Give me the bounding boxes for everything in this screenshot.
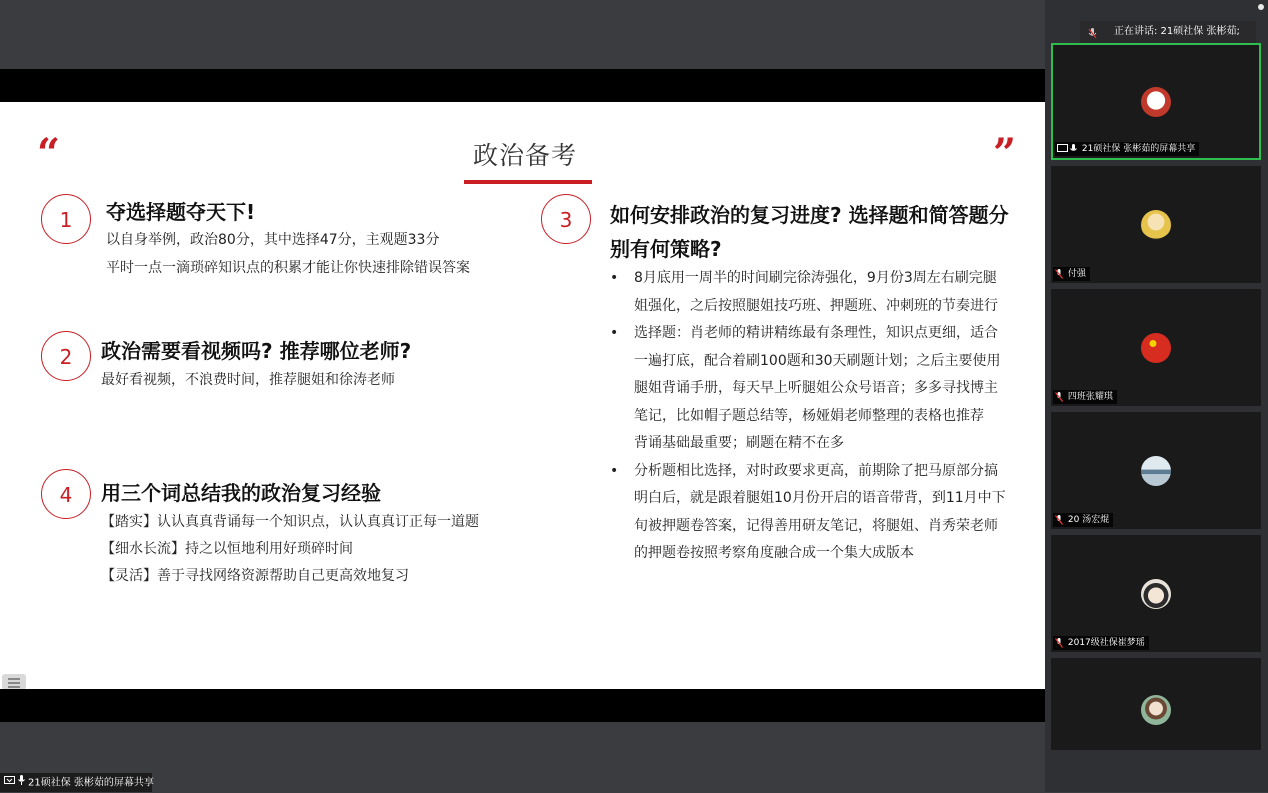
participant-tile-1[interactable] [1051, 43, 1261, 160]
section3-bullet-list [608, 265, 1008, 568]
status-dot [1258, 4, 1264, 10]
participant-tile-2[interactable] [1051, 166, 1261, 283]
mic-muted-icon [1055, 269, 1063, 279]
slide-list-icon[interactable] [2, 674, 26, 690]
section2-line-1: 最好看视频，不浪费时间，推荐腿姐和徐涛老师 [101, 372, 395, 388]
avatar [1141, 210, 1171, 240]
share-bar-label: 21硕社保 张彬茹的屏幕共享 [28, 777, 154, 789]
participant-name-bar [1053, 267, 1090, 281]
speaker-mic-icon [1088, 26, 1097, 43]
title-underline [464, 180, 592, 184]
section2-question: 政治需要看视频吗? 推荐哪位老师? [101, 339, 412, 363]
slide-title: 政治备考 [473, 141, 578, 170]
mic-icon [1070, 144, 1077, 154]
section3-question: 如何安排政治的复习进度? 选择题和简答题分别有何策略? [610, 203, 1009, 261]
close-quote-mark: ” [993, 130, 1017, 177]
section3-bullet-2: • 选择题：肖老师的精讲精练最有条理性，知识点更细，适合一遍打底，配合着刷100题和30天刷题计划；之后主要使用腿姐背诵手册，每天早上听腿姐公众号语音；多多寻找博主笔记，比如帽子题总结等，杨娅娟老师整理的表格也推荐 [608, 320, 1008, 430]
section3-sub-note: 背诵基础最重要；刷题在精不在多 [634, 435, 844, 451]
section4-line-1: 【踏实】认认真真背诵每一个知识点，认认真真订正每一道题 [101, 514, 479, 530]
section4-line-2: 【细水长流】持之以恒地利用好琐碎时间 [101, 541, 353, 557]
section1-line-2: 平时一点一滴琐碎知识点的积累才能让你快速排除错误答案 [106, 260, 470, 276]
section-number-3: 3 [541, 194, 591, 244]
participant-name: 付强 [1067, 269, 1086, 279]
section1-question: 夺选择题夺天下! [106, 200, 256, 224]
mic-icon [18, 773, 25, 792]
screen-share-icon [4, 773, 15, 792]
participant-name: 四班张耀琪 [1067, 392, 1113, 402]
section-number-4: 4 [41, 469, 91, 519]
participant-name: 21硕社保 张彬茹的屏幕共享 [1081, 144, 1196, 154]
letterbox-bottom [0, 689, 1045, 722]
participant-tile-5[interactable] [1051, 535, 1261, 652]
section3-bullet-1: • 8月底用一周半的时间刷完徐涛强化，9月份3周左右刷完腿姐强化，之后按照腿姐技巧班、押题班、冲刺班的节奏进行 [608, 265, 1008, 320]
participant-name: 20 汤宏焜 [1067, 515, 1110, 525]
participant-tile-6[interactable] [1051, 658, 1261, 750]
avatar [1141, 87, 1171, 117]
participant-name-bar [1055, 142, 1199, 156]
avatar [1141, 579, 1171, 609]
mic-muted-icon [1055, 638, 1063, 648]
mic-muted-icon [1055, 392, 1063, 402]
section4-question: 用三个词总结我的政治复习经验 [101, 481, 381, 505]
participant-tile-3[interactable] [1051, 289, 1261, 406]
avatar [1141, 456, 1171, 486]
screen-share-label-bar [0, 773, 152, 792]
avatar [1141, 333, 1171, 363]
section-number-1: 1 [41, 194, 91, 244]
avatar [1141, 695, 1171, 725]
active-speaker-text: 正在讲话: 21硕社保 张彬茹; [1114, 26, 1240, 37]
screen-share-icon [1057, 144, 1068, 153]
participant-name-bar [1053, 390, 1117, 404]
participant-name: 2017级社保崔梦瑶 [1067, 638, 1145, 648]
participant-name-bar [1053, 513, 1113, 527]
section-number-2: 2 [41, 331, 91, 381]
participant-tile-4[interactable] [1051, 412, 1261, 529]
active-speaker-banner [1080, 21, 1256, 43]
section3-bullet-3: • 分析题相比选择，对时政要求更高，前期除了把马原部分搞明白后，就是跟着腿姐10月份开启的语音带背，到11月中下旬被押题卷答案，记得善用研友笔记，将腿姐、肖秀荣老师的押题卷按照考察角度融合成一个集大成版本 [608, 458, 1008, 568]
section4-line-3: 【灵活】善于寻找网络资源帮助自己更高效地复习 [101, 568, 409, 584]
letterbox-top [0, 69, 1045, 102]
mic-muted-icon [1055, 515, 1063, 525]
open-quote-mark: “ [37, 130, 61, 177]
section1-line-1: 以自身举例，政治80分，其中选择47分，主观题33分 [106, 232, 440, 248]
participant-name-bar [1053, 636, 1149, 650]
